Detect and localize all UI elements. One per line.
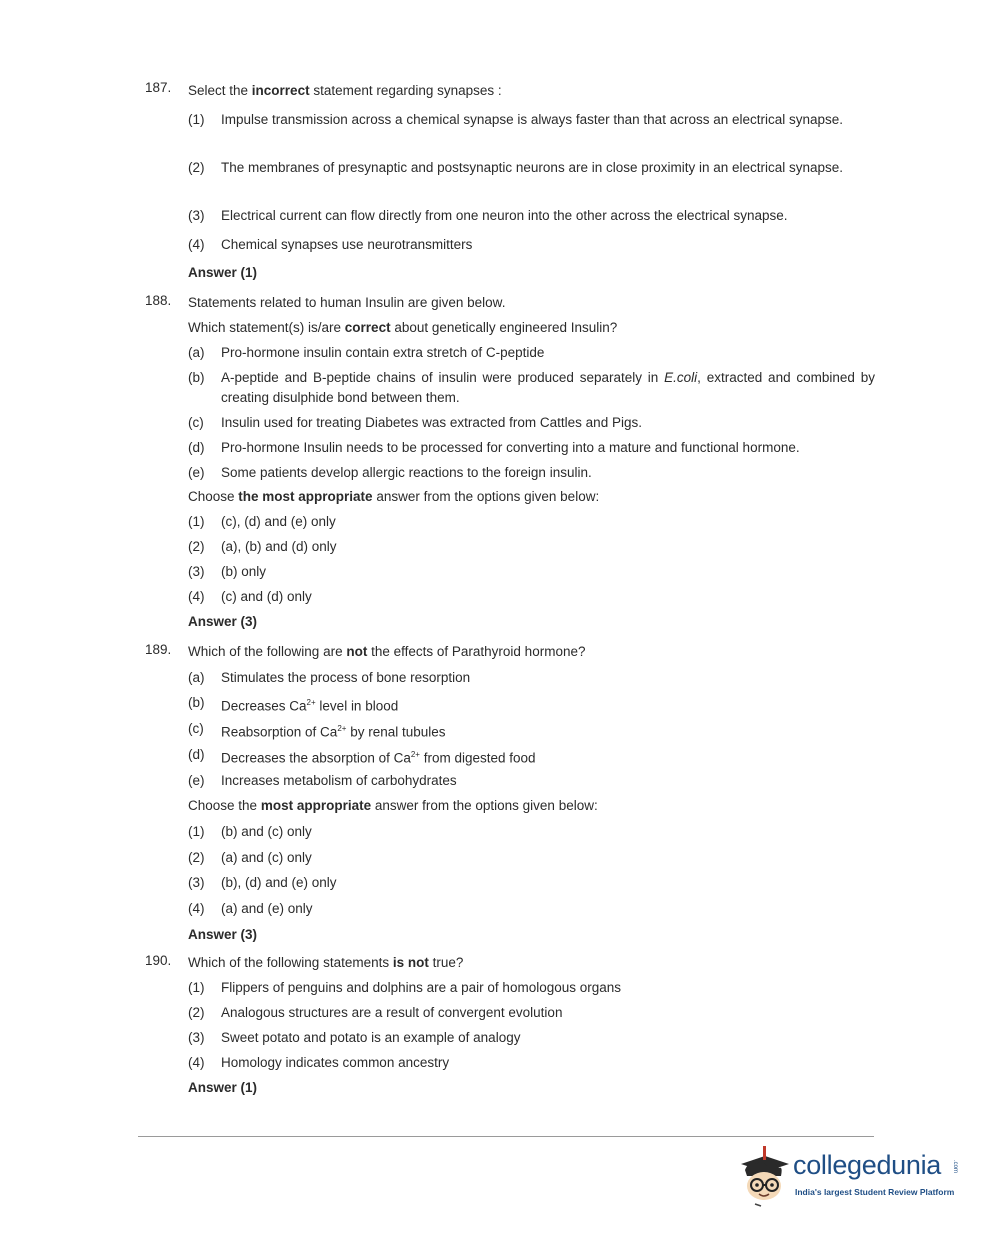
question-stem: Statements related to human Insulin are given below. — [188, 295, 506, 310]
option-2: (2) (a), (b) and (d) only — [188, 539, 337, 554]
mascot-icon — [735, 1140, 795, 1208]
question-number: 188. — [145, 293, 172, 308]
answer: Answer (1) — [188, 265, 258, 280]
statement-a: (a) Stimulates the process of bone resorption — [188, 670, 471, 685]
option-1: (1) (c), (d) and (e) only — [188, 514, 336, 529]
option-4: (4) (c) and (d) only — [188, 589, 312, 604]
question-stem: Select the incorrect statement regarding synapses : — [188, 83, 502, 98]
statement-d: (d) Pro-hormone Insulin needs to be processed for converting into a mature and functional hormone. — [188, 440, 800, 455]
question-188 — [145, 293, 875, 633]
statement-e: (e) Increases metabolism of carbohydrates — [188, 773, 457, 788]
brand-suffix: .com — [952, 1160, 958, 1174]
option-1: (1) Impulse transmission across a chemical synapse is always faster than that across an electrical synapse. — [188, 112, 844, 127]
question-sub-stem: Which statement(s) is/are correct about genetically engineered Insulin? — [188, 320, 618, 335]
answer: Answer (1) — [188, 1080, 258, 1095]
option-3: (3) Sweet potato and potato is an example of analogy — [188, 1030, 521, 1045]
choose-instruction: Choose the most appropriate answer from the options given below: — [188, 798, 598, 813]
question-190 — [145, 953, 875, 1103]
option-3: (3) (b), (d) and (e) only — [188, 875, 337, 890]
statement-d: (d) Decreases the absorption of $Ca^{2+}$ from digested food — [188, 747, 536, 766]
choose-instruction: Choose the most appropriate answer from the options given below: — [188, 489, 600, 504]
statement-e: (e) Some patients develop allergic reactions to the foreign insulin. — [188, 465, 592, 480]
option-3: (3) Electrical current can flow directly from one neuron into the other across the electrical synapse. — [188, 208, 788, 223]
statement-c: (c) Insulin used for treating Diabetes was extracted from Cattles and Pigs. — [188, 415, 642, 430]
brand-name: collegedunia — [793, 1150, 942, 1180]
option-3: (3) (b) only — [188, 564, 267, 579]
option-4: (4) (a) and (e) only — [188, 901, 313, 916]
option-1: (1) Flippers of penguins and dolphins are a pair of homologous organs — [188, 980, 622, 995]
option-2: (2) The membranes of presynaptic and postsynaptic neurons are in close proximity in an electrical synapse. — [188, 160, 844, 175]
question-number: 187. — [145, 80, 172, 95]
statement-c: (c) Reabsorption of $Ca^{2+}$ by renal tubules — [188, 721, 446, 740]
brand-tagline: India's largest Student Review Platform — [795, 1187, 955, 1197]
option-2: (2) (a) and (c) only — [188, 850, 312, 865]
question-stem: Which of the following statements is not true? — [188, 955, 464, 970]
question-187 — [145, 80, 875, 280]
question-stem: Which of the following are not the effects of Parathyroid hormone? — [188, 644, 586, 659]
statement-b: (b) Decreases $Ca^{2+}$ level in blood — [188, 695, 399, 714]
question-number: 190. — [145, 953, 172, 968]
answer: Answer (3) — [188, 614, 258, 629]
statement-b: (b) A-peptide and B-peptide chains of insulin were produced separately in E.coli, extracted and combined by creating disulphide bond between them. — [188, 370, 876, 405]
answer: Answer (3) — [188, 927, 258, 942]
option-4: (4) Chemical synapses use neurotransmitters — [188, 237, 473, 252]
footer-divider — [138, 1136, 874, 1137]
option-4: (4) Homology indicates common ancestry — [188, 1055, 450, 1070]
question-number: 189. — [145, 642, 172, 657]
question-189 — [145, 642, 875, 942]
statement-a: (a) Pro-hormone insulin contain extra stretch of C-peptide — [188, 345, 545, 360]
option-1: (1) (b) and (c) only — [188, 824, 312, 839]
collegedunia-logo — [735, 1140, 965, 1210]
option-2: (2) Analogous structures are a result of convergent evolution — [188, 1005, 563, 1020]
